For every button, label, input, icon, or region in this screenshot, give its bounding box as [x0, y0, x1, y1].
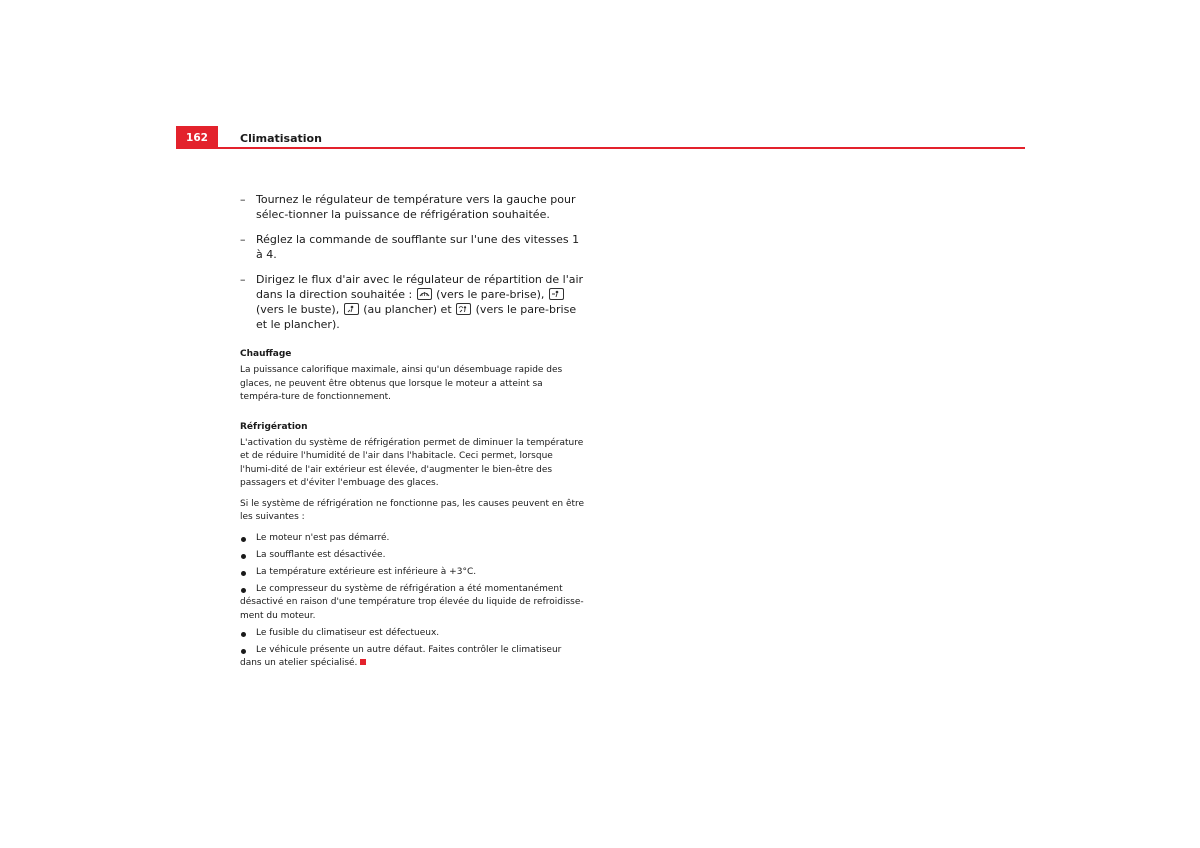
list-item [240, 549, 585, 563]
page-content [240, 192, 585, 674]
instruction-step [240, 272, 585, 332]
bullet-dot [241, 588, 246, 593]
section-heading-chauffage: Chauffage [240, 349, 292, 359]
step-text-part: (vers le buste), [256, 303, 340, 316]
bullet-dot [241, 554, 246, 559]
section-heading-refrigeration: Réfrigération [240, 421, 308, 432]
step-text-part: Dirigez le flux d'air avec le régulateur de répartition de l'air dans la direction souhaitée : [256, 273, 584, 301]
list-item [240, 627, 585, 641]
step-text-part: (au plancher) et [363, 303, 452, 316]
end-of-section-marker [360, 659, 366, 665]
list-item-text: Le moteur n'est pas démarré. [256, 532, 390, 543]
list-item [240, 583, 585, 624]
bullet-dot [241, 571, 246, 576]
list-item [240, 532, 585, 546]
bullet-dot [241, 632, 246, 637]
instruction-step [240, 192, 585, 222]
list-item-text: Le compresseur du système de réfrigération a été momentanément désactivé en raison d'une température trop élevée du liquide de refroidisse-ment du moteur. [240, 583, 584, 621]
step-text-part: (vers le pare-brise et le plancher). [256, 303, 577, 331]
list-item [240, 644, 585, 671]
step-dash: – [240, 233, 246, 246]
windshield-floor-icon [456, 303, 471, 315]
header-divider [176, 147, 1025, 149]
bust-icon [549, 288, 564, 300]
bullet-dot [241, 649, 246, 654]
list-item-text: La soufflante est désactivée. [256, 549, 386, 560]
instruction-step [240, 232, 585, 262]
bullet-dot [241, 537, 246, 542]
step-text: Réglez la commande de soufflante sur l'une des vitesses 1 à 4. [256, 233, 580, 261]
list-item [240, 566, 585, 580]
step-text-part: (vers le pare-brise), [436, 288, 545, 301]
step-text: Tournez le régulateur de température vers la gauche pour sélec-tionner la puissance de réfrigération souhaitée. [256, 193, 576, 221]
list-item-text: Le fusible du climatiseur est défectueux. [256, 627, 440, 638]
chapter-title: Climatisation [240, 132, 322, 145]
refrigeration-causes-intro: Si le système de réfrigération ne fonctionne pas, les causes peuvent en être les suivantes : [240, 498, 585, 522]
windshield-icon [417, 288, 432, 300]
refrigeration-paragraph: L'activation du système de réfrigération permet de diminuer la température et de réduire l'humidité de l'air dans l'habitacle. Ceci permet, lorsque l'humi-dité de l'air extérieur est élevée, d'augmenter le bien-être des passagers et d'éviter l'embuage des glaces. [240, 437, 584, 488]
page-number: 162 [176, 126, 218, 148]
step-dash: – [240, 193, 246, 206]
step-dash: – [240, 273, 246, 286]
chauffage-paragraph: La puissance calorifique maximale, ainsi qu'un désembuage rapide des glaces, ne peuvent être obtenus que lorsque le moteur a atteint sa tempéra-ture de fonctionnement. [240, 365, 563, 402]
floor-icon [344, 303, 359, 315]
list-item-text: La température extérieure est inférieure à +3°C. [256, 566, 477, 577]
list-item-text: Le véhicule présente un autre défaut. Faites contrôler le climatiseur dans un atelier spécialisé. [240, 644, 562, 668]
